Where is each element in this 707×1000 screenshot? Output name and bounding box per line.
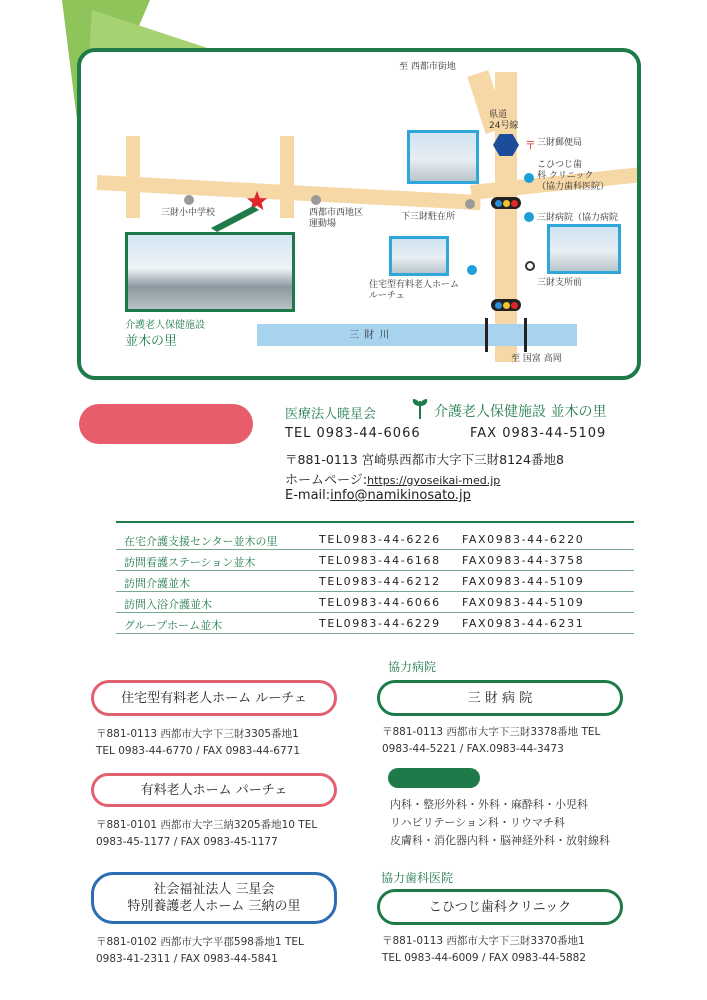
access-map bbox=[77, 48, 641, 380]
sanno-name-pill bbox=[91, 872, 337, 924]
hq-facility-name: 介護老人保健施設 並木の里 bbox=[434, 404, 607, 420]
dental-address: 〒881-0113 西都市大字下三財3370番地1 bbox=[382, 935, 585, 947]
service-tel: TEL0983-44-6226 bbox=[319, 533, 441, 546]
hospital-marker bbox=[524, 212, 534, 222]
label-police: 下三財駐在所 bbox=[401, 212, 456, 222]
star-pointer bbox=[211, 204, 261, 234]
department-line-1: 内科・整形外科・外科・麻酔科・小児科 bbox=[390, 798, 588, 811]
lucie-marker bbox=[467, 265, 477, 275]
river bbox=[257, 324, 577, 346]
label-school: 三財小中学校 bbox=[161, 208, 216, 218]
service-fax: FAX0983-44-5109 bbox=[462, 575, 585, 588]
table-row bbox=[116, 613, 634, 634]
label-to-takaoka: 至 国富 高岡 bbox=[511, 354, 562, 364]
table-row bbox=[116, 529, 634, 550]
label-hospital: 三財病院（協力病院 bbox=[537, 213, 619, 223]
pace-contact: 0983-45-1177 / FAX 0983-45-1177 bbox=[96, 836, 278, 848]
service-tel: TEL0983-44-6168 bbox=[319, 554, 441, 567]
hq-decor-pill bbox=[79, 404, 253, 444]
traffic-signal-north bbox=[491, 197, 521, 209]
email-link[interactable]: info@namikinosato.jp bbox=[330, 488, 471, 503]
hq-email bbox=[285, 488, 471, 503]
service-name: 訪問入浴介護並木 bbox=[124, 598, 212, 611]
river-label: 三 財 川 bbox=[349, 330, 391, 341]
clinic-marker bbox=[524, 173, 534, 183]
label-field: 西都市西地区 運動場 bbox=[309, 208, 364, 229]
hospital-name-pill: 三 財 病 院 bbox=[377, 680, 623, 716]
hq-org-name: 医療法人暁星会 bbox=[285, 407, 377, 422]
lucie-address: 〒881-0113 西都市大字下三財3305番地1 bbox=[96, 728, 299, 740]
map-title: Map bbox=[111, 58, 166, 86]
dental-contact: TEL 0983-44-6009 / FAX 0983-44-5882 bbox=[382, 952, 587, 964]
label-post-office: 三財郵便局 bbox=[537, 138, 583, 148]
label-route-name: 県道 24号線 bbox=[489, 110, 519, 131]
service-tel: TEL0983-44-6212 bbox=[319, 575, 441, 588]
hq-tel: TEL 0983-44-6066 bbox=[285, 426, 421, 441]
sanno-home-name: 特別養護老人ホーム 三納の里 bbox=[127, 899, 301, 914]
traffic-signal-south bbox=[491, 299, 521, 311]
hospital-address: 〒881-0113 西都市大字下三財3378番地 TEL bbox=[382, 726, 601, 738]
department-line-3: 皮膚科・消化器内科・脳神経外科・放射線科 bbox=[390, 834, 610, 847]
sanno-address: 〒881-0102 西都市大字平郡598番地1 TEL bbox=[96, 936, 304, 948]
label-bus-stop: 三財支所前 bbox=[537, 278, 583, 288]
department-line-2: リハビリテーション科・リウマチ科 bbox=[390, 816, 566, 829]
departments-badge bbox=[388, 768, 480, 788]
field-marker bbox=[311, 195, 321, 205]
hq-address: 〒881-0113 宮崎県西都市大字下三財8124番地8 bbox=[285, 452, 564, 467]
homepage-link[interactable]: https://gyoseikai-med.jp bbox=[367, 474, 501, 487]
service-fax: FAX0983-44-6231 bbox=[462, 617, 585, 630]
hospital-contact: 0983-44-5221 / FAX.0983-44-3473 bbox=[382, 743, 564, 755]
service-fax: FAX0983-44-5109 bbox=[462, 596, 585, 609]
table-row bbox=[116, 571, 634, 592]
pace-address: 〒881-0101 西都市大字三納3205番地10 TEL bbox=[96, 819, 318, 831]
service-tel: TEL0983-44-6229 bbox=[319, 617, 441, 630]
post-office-icon: 〒 bbox=[525, 139, 536, 152]
email-label: E-mail: bbox=[285, 488, 331, 503]
label-to-city: 至 西都市街地 bbox=[399, 62, 456, 72]
hospital-heading: 協力病院 bbox=[388, 660, 437, 674]
dental-name-pill: こひつじ歯科クリニック bbox=[377, 889, 623, 925]
service-name: 訪問看護ステーション並木 bbox=[124, 556, 256, 569]
facility-photo bbox=[125, 232, 295, 312]
service-name: グループホーム並木 bbox=[124, 619, 223, 632]
school-marker bbox=[184, 195, 194, 205]
leaf-logo-icon bbox=[410, 398, 430, 420]
road-vertical-west bbox=[126, 136, 140, 218]
label-facility-sub: 介護老人保健施設 bbox=[125, 320, 205, 331]
lucie-photo bbox=[389, 236, 449, 276]
service-fax: FAX0983-44-3758 bbox=[462, 554, 585, 567]
sanno-corp-name: 社会福祉法人 三星会 bbox=[153, 882, 275, 897]
lucie-name-pill: 住宅型有料老人ホーム ルーチェ bbox=[91, 680, 337, 716]
clinic-photo bbox=[407, 130, 479, 184]
homepage-label: ホームページ: bbox=[285, 473, 368, 488]
table-row bbox=[116, 550, 634, 571]
hospital-photo bbox=[547, 224, 621, 274]
label-lucie: 住宅型有料老人ホーム ルーチェ bbox=[369, 280, 460, 301]
pace-name-pill: 有料老人ホーム パーチェ bbox=[91, 773, 337, 807]
road-vertical-mid bbox=[280, 136, 294, 218]
dental-heading: 協力歯科医院 bbox=[381, 871, 454, 885]
label-clinic: こひつじ歯 科 クリニック （協力歯科医院） bbox=[537, 160, 610, 192]
sanno-contact: 0983-41-2311 / FAX 0983-44-5841 bbox=[96, 953, 278, 965]
hq-fax: FAX 0983-44-5109 bbox=[470, 426, 607, 441]
hq-homepage bbox=[285, 469, 500, 488]
police-marker bbox=[465, 199, 475, 209]
bridge-marker bbox=[485, 318, 527, 352]
table-row bbox=[116, 592, 634, 613]
label-facility-name: 並木の里 bbox=[125, 334, 178, 349]
service-tel: TEL0983-44-6066 bbox=[319, 596, 441, 609]
service-name: 在宅介護支援センター並木の里 bbox=[124, 535, 278, 548]
bus-stop-icon bbox=[525, 261, 535, 271]
service-name: 訪問介護並木 bbox=[124, 577, 190, 590]
lucie-contact: TEL 0983-44-6770 / FAX 0983-44-6771 bbox=[96, 745, 301, 757]
service-fax: FAX0983-44-6220 bbox=[462, 533, 585, 546]
services-table-top-rule bbox=[116, 521, 634, 523]
